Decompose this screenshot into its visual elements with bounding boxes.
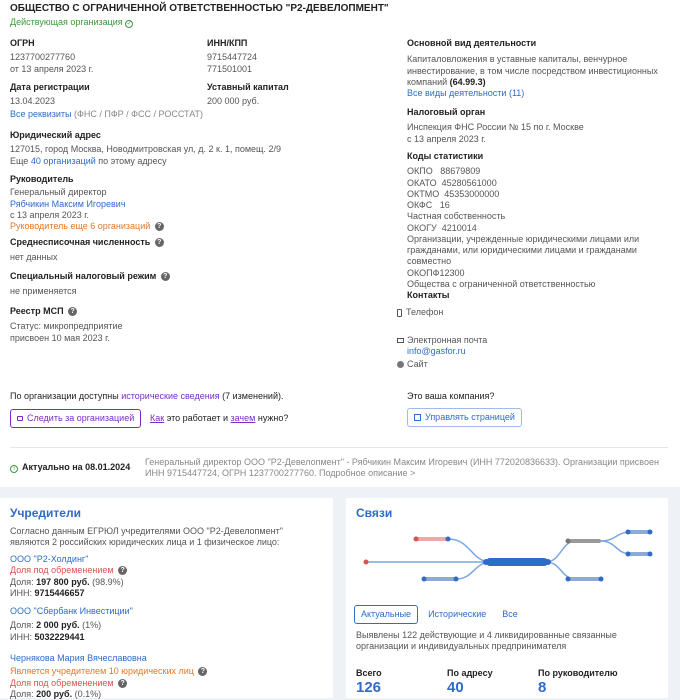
help-icon[interactable]: ? [155,222,164,231]
stats-codes-block: Коды статистики ОКПО 88679809 ОКАТО 45280561000 ОКТМО 45353000000 ОКФС 16 Частная собственность ОКОГУ 4210014 Организации, учрежденные юридическими лицами или гражданами, или юридическими лицами и гражданами совместно ОКОПФ12300 Общества с ограниченной ответственностью [407,151,640,289]
head-more-link[interactable]: Руководитель еще 6 организаций [10,221,151,231]
graph-node-main [486,558,548,566]
links-stat[interactable]: Всего 126 [356,668,382,697]
help-icon[interactable]: ? [198,667,207,676]
company-title: ОБЩЕСТВО С ОГРАНИЧЕННОЙ ОТВЕТСТВЕННОСТЬЮ "Р2-ДЕВЕЛОПМЕНТ" [10,3,389,14]
edit-icon [414,414,421,421]
tab-historical[interactable]: Исторические [428,609,487,619]
check-circle-icon: ✓ [126,21,132,27]
founder-item: ООО "Сбербанк Инвестиции" Доля: 2 000 руб. (1%) ИНН: 5032229441 [10,606,133,642]
links-graph[interactable] [346,524,668,604]
info-icon: i [10,465,18,473]
tab-actual[interactable]: Актуальные [354,605,418,624]
help-icon[interactable]: ? [118,566,127,575]
founders-intro: Согласно данным ЕГРЮЛ учредителями ООО "Р2-Девелопмент" являются 2 российских юридических лица и 1 физическое лицо: [10,526,283,548]
capital-block: Уставный капитал 200 000 руб. [207,82,289,107]
contacts-block: Контакты Телефон Электронная почта info@gasfor.ru Сайт [397,290,667,370]
msp-block: Реестр МСП ? Статус: микропредприятие присвоен 10 мая 2023 г. [10,306,123,343]
founder-item: ООО "Р2-Холдинг" Доля под обременением ? Доля: 197 800 руб. (98.9%) ИНН: 9715446657 [10,554,127,599]
graph-node [628,552,650,556]
head-name-link[interactable]: Рябчикин Максим Игоревич [10,198,126,209]
founder-name-link[interactable]: Чернякова Мария Вячеславовна [10,653,147,663]
help-icon[interactable]: ? [68,307,77,316]
follow-button[interactable]: Следить за организацией [10,409,141,428]
graph-node [568,539,601,543]
your-company-text: Это ваша компания? [407,391,495,401]
why-link[interactable]: зачем [230,413,256,423]
graph-node [364,560,369,565]
ogrn-block: ОГРН 1237700277760 от 13 апреля 2023 г. [10,38,94,74]
reg-date-block: Дата регистрации 13.04.2023 [10,82,90,107]
graph-node [424,577,456,581]
address-block: Юридический адрес 127015, город Москва, Новодмитровская ул, д. 2 к. 1, помещ. 2/9 Еще 40 организаций по этому адресу [10,130,281,166]
founder-name-link[interactable]: ООО "Р2-Холдинг" [10,554,89,564]
actual-date: i Актуально на 08.01.2024 [10,462,130,473]
address-orgs-link[interactable]: 40 организаций [30,155,96,166]
links-stat[interactable]: По руководителю 8 [538,668,618,697]
founders-card [0,498,333,698]
tab-all[interactable]: Все [502,609,518,619]
links-tabs [354,605,528,624]
history-text: По организации доступны исторические сведения (7 изменений). [10,391,284,401]
status-badge: Действующая организация ✓ [10,17,132,27]
founder-item: Чернякова Мария Вячеславовна Является учредителем 10 юридических лиц ? Доля под обременением ? Доля: 200 руб. (0.1%) [10,653,207,700]
links-title: Связи [356,506,393,520]
head-block: Руководитель Генеральный директор Рябчикин Максим Игоревич с 13 апреля 2023 г. Руководитель еще 6 организаций ? [10,174,164,232]
founders-title: Учредители [10,506,81,520]
employees-block: Среднесписочная численность ? нет данных [10,237,164,264]
email-link[interactable]: info@gasfor.ru [407,345,466,356]
manage-page-button[interactable]: Управлять страницей [407,408,522,427]
phone-icon [397,309,402,317]
how-link[interactable]: Как [150,413,165,423]
all-details-link[interactable]: Все реквизиты [10,109,72,119]
all-activities-link[interactable]: Все виды деятельности (11) [407,88,525,98]
tax-regime-block: Специальный налоговый режим ? не применяется [10,271,170,298]
graph-node [628,530,650,534]
help-icon[interactable]: ? [118,679,127,688]
lock-icon [17,416,23,421]
all-details: Все реквизиты (ФНС / ПФР / ФСС / РОССТАТ) [10,109,204,119]
help-icon[interactable]: ? [161,272,170,281]
links-card [346,498,668,698]
links-stat[interactable]: По адресу 40 [447,668,493,697]
history-link[interactable]: исторические сведения [121,391,220,401]
links-description: Выявлены 122 действующие и 4 ликвидированные связанные организации и индивидуальных предпринимателя [356,630,617,652]
globe-icon [397,361,404,368]
help-icon[interactable]: ? [155,238,164,247]
graph-node [568,577,601,581]
graph-node [416,537,448,541]
mail-icon [397,338,404,343]
inn-block: ИНН/КПП 9715447724 771501001 [207,38,258,74]
founder-name-link[interactable]: ООО "Сбербанк Инвестиции" [10,606,133,616]
tax-office-block: Налоговый орган Инспекция ФНС России № 15 по г. Москве с 13 апреля 2023 г. [407,107,584,144]
how-it-works: Как это работает и зачем нужно? [150,413,289,423]
divider [10,447,668,448]
activity-block: Основной вид деятельности Капиталовложения в уставные капиталы, венчурное инвестирование, в том числе посредством инвестиционных компаний (64.99.3) Все виды деятельности (11) [407,38,677,99]
footer-description: Генеральный директор ООО "Р2-Девелопмент" - Рябчикин Максим Игоревич (ИНН 772020836633). Организации присвоен ИНН 9715447724, ОГРН 1237700277760. Подробное описание > [145,457,659,479]
